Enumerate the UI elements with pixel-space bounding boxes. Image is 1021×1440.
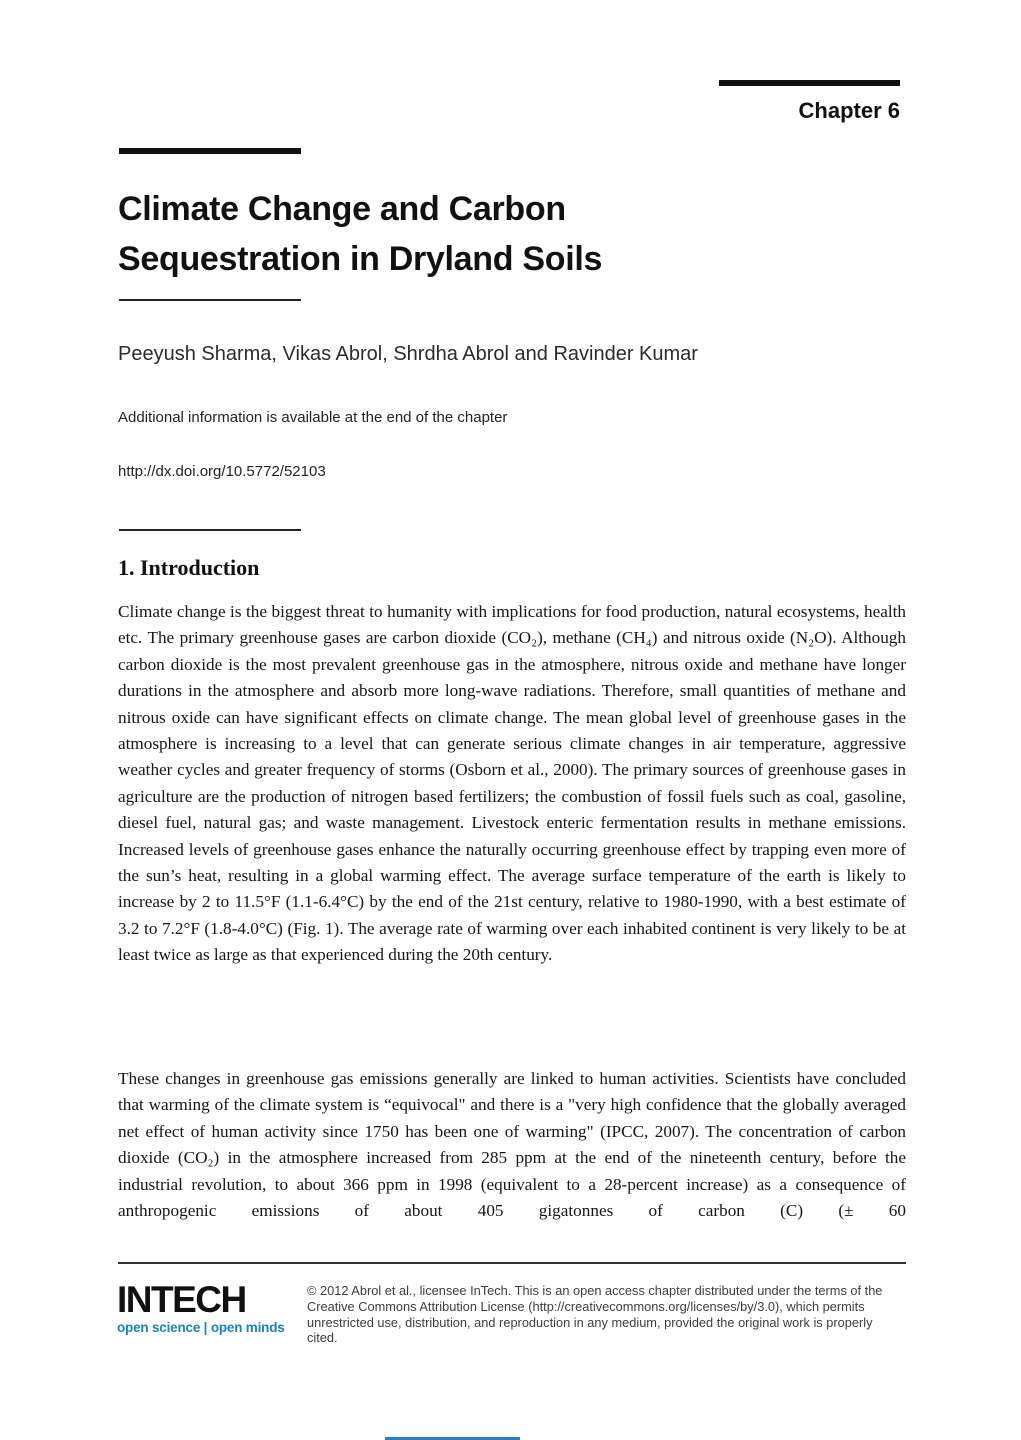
intech-logo	[117, 1281, 297, 1335]
authors-line: Peeyush Sharma, Vikas Abrol, Shrdha Abrol and Ravinder Kumar	[118, 343, 698, 365]
chapter-label: Chapter 6	[798, 98, 900, 123]
section-heading-introduction: 1. Introduction	[118, 555, 260, 580]
title-top-rule	[119, 148, 301, 154]
footer-divider-rule	[118, 1262, 906, 1264]
page-title-line-1: Climate Change and Carbon	[118, 190, 566, 228]
page-title	[118, 184, 818, 284]
page-title-line-2: Sequestration in Dryland Soils	[118, 240, 603, 278]
intech-logo-wordmark: INTECH	[117, 1279, 246, 1320]
section-divider-rule	[119, 529, 301, 531]
doi-link[interactable]: http://dx.doi.org/10.5772/52103	[118, 463, 326, 480]
license-notice: © 2012 Abrol et al., licensee InTech. This is an open access chapter distributed under the terms of the Creative Commons Attribution License (http://creativecommons.org/licenses/by/3.0), which permits unrestricted use, distribution, and reproduction in any medium, provided the original work is properly cited.	[307, 1283, 883, 1346]
additional-info-note: Additional information is available at the end of the chapter	[118, 409, 508, 426]
intro-paragraph-1: Climate change is the biggest threat to humanity with implications for food production, natural ecosystems, health etc. The primary greenhouse gases are carbon dioxide (CO₂), methane (CH₄) and nitrous oxide (N₂O). Although carbon dioxide is the most prevalent greenhouse gas in the atmosphere, nitrous oxide and methane have longer durations in the atmosphere and absorb more long-wave radiations. Therefore, small quantities of methane and nitrous oxide can have significant effects on climate change. The mean global level of greenhouse gases in the atmosphere is increasing to a level that can generate serious climate changes in air temperature, aggressive weather cycles and greater frequency of storms (Osborn et al., 2000). The primary sources of greenhouse gases in agriculture are the production of nitrogen based fertilizers; the combustion of fossil fuels such as coal, gasoline, diesel fuel, natural gas; and waste management. Livestock enteric fermentation results in methane emissions. Increased levels of greenhouse gases enhance the naturally occurring greenhouse effect by trapping even more of the sun’s heat, resulting in a global warming effect. The average surface temperature of the earth is likely to increase by 2 to 11.5°F (1.1-6.4°C) by the end of the 21st century, relative to 1980-1990, with a best estimate of 3.2 to 7.2°F (1.8-4.0°C) (Fig. 1). The average rate of warming over each inhabited continent is very likely to be at least twice as large as that experienced during the 20th century.	[118, 602, 906, 965]
intech-logo-tagline: open science | open minds	[117, 1320, 285, 1335]
chapter-header-rule	[719, 80, 900, 86]
intro-paragraph-2: These changes in greenhouse gas emissions generally are linked to human activities. Scientists have concluded that warming of the climate system is “equivocal" and there is a "very high confidence that the globally averaged net effect of human activity since 1750 has been one of warming" (IPCC, 2007). The concentration of carbon dioxide (CO₂) in the atmosphere increased from 285 ppm at the end of the nineteenth century, before the industrial revolution, to about 366 ppm in 1998 (equivalent to a 28-percent increase) as a consequence of anthropogenic emissions of about 405 gigatonnes of carbon (C) (± 60	[118, 1069, 906, 1221]
title-bottom-rule	[119, 299, 301, 301]
